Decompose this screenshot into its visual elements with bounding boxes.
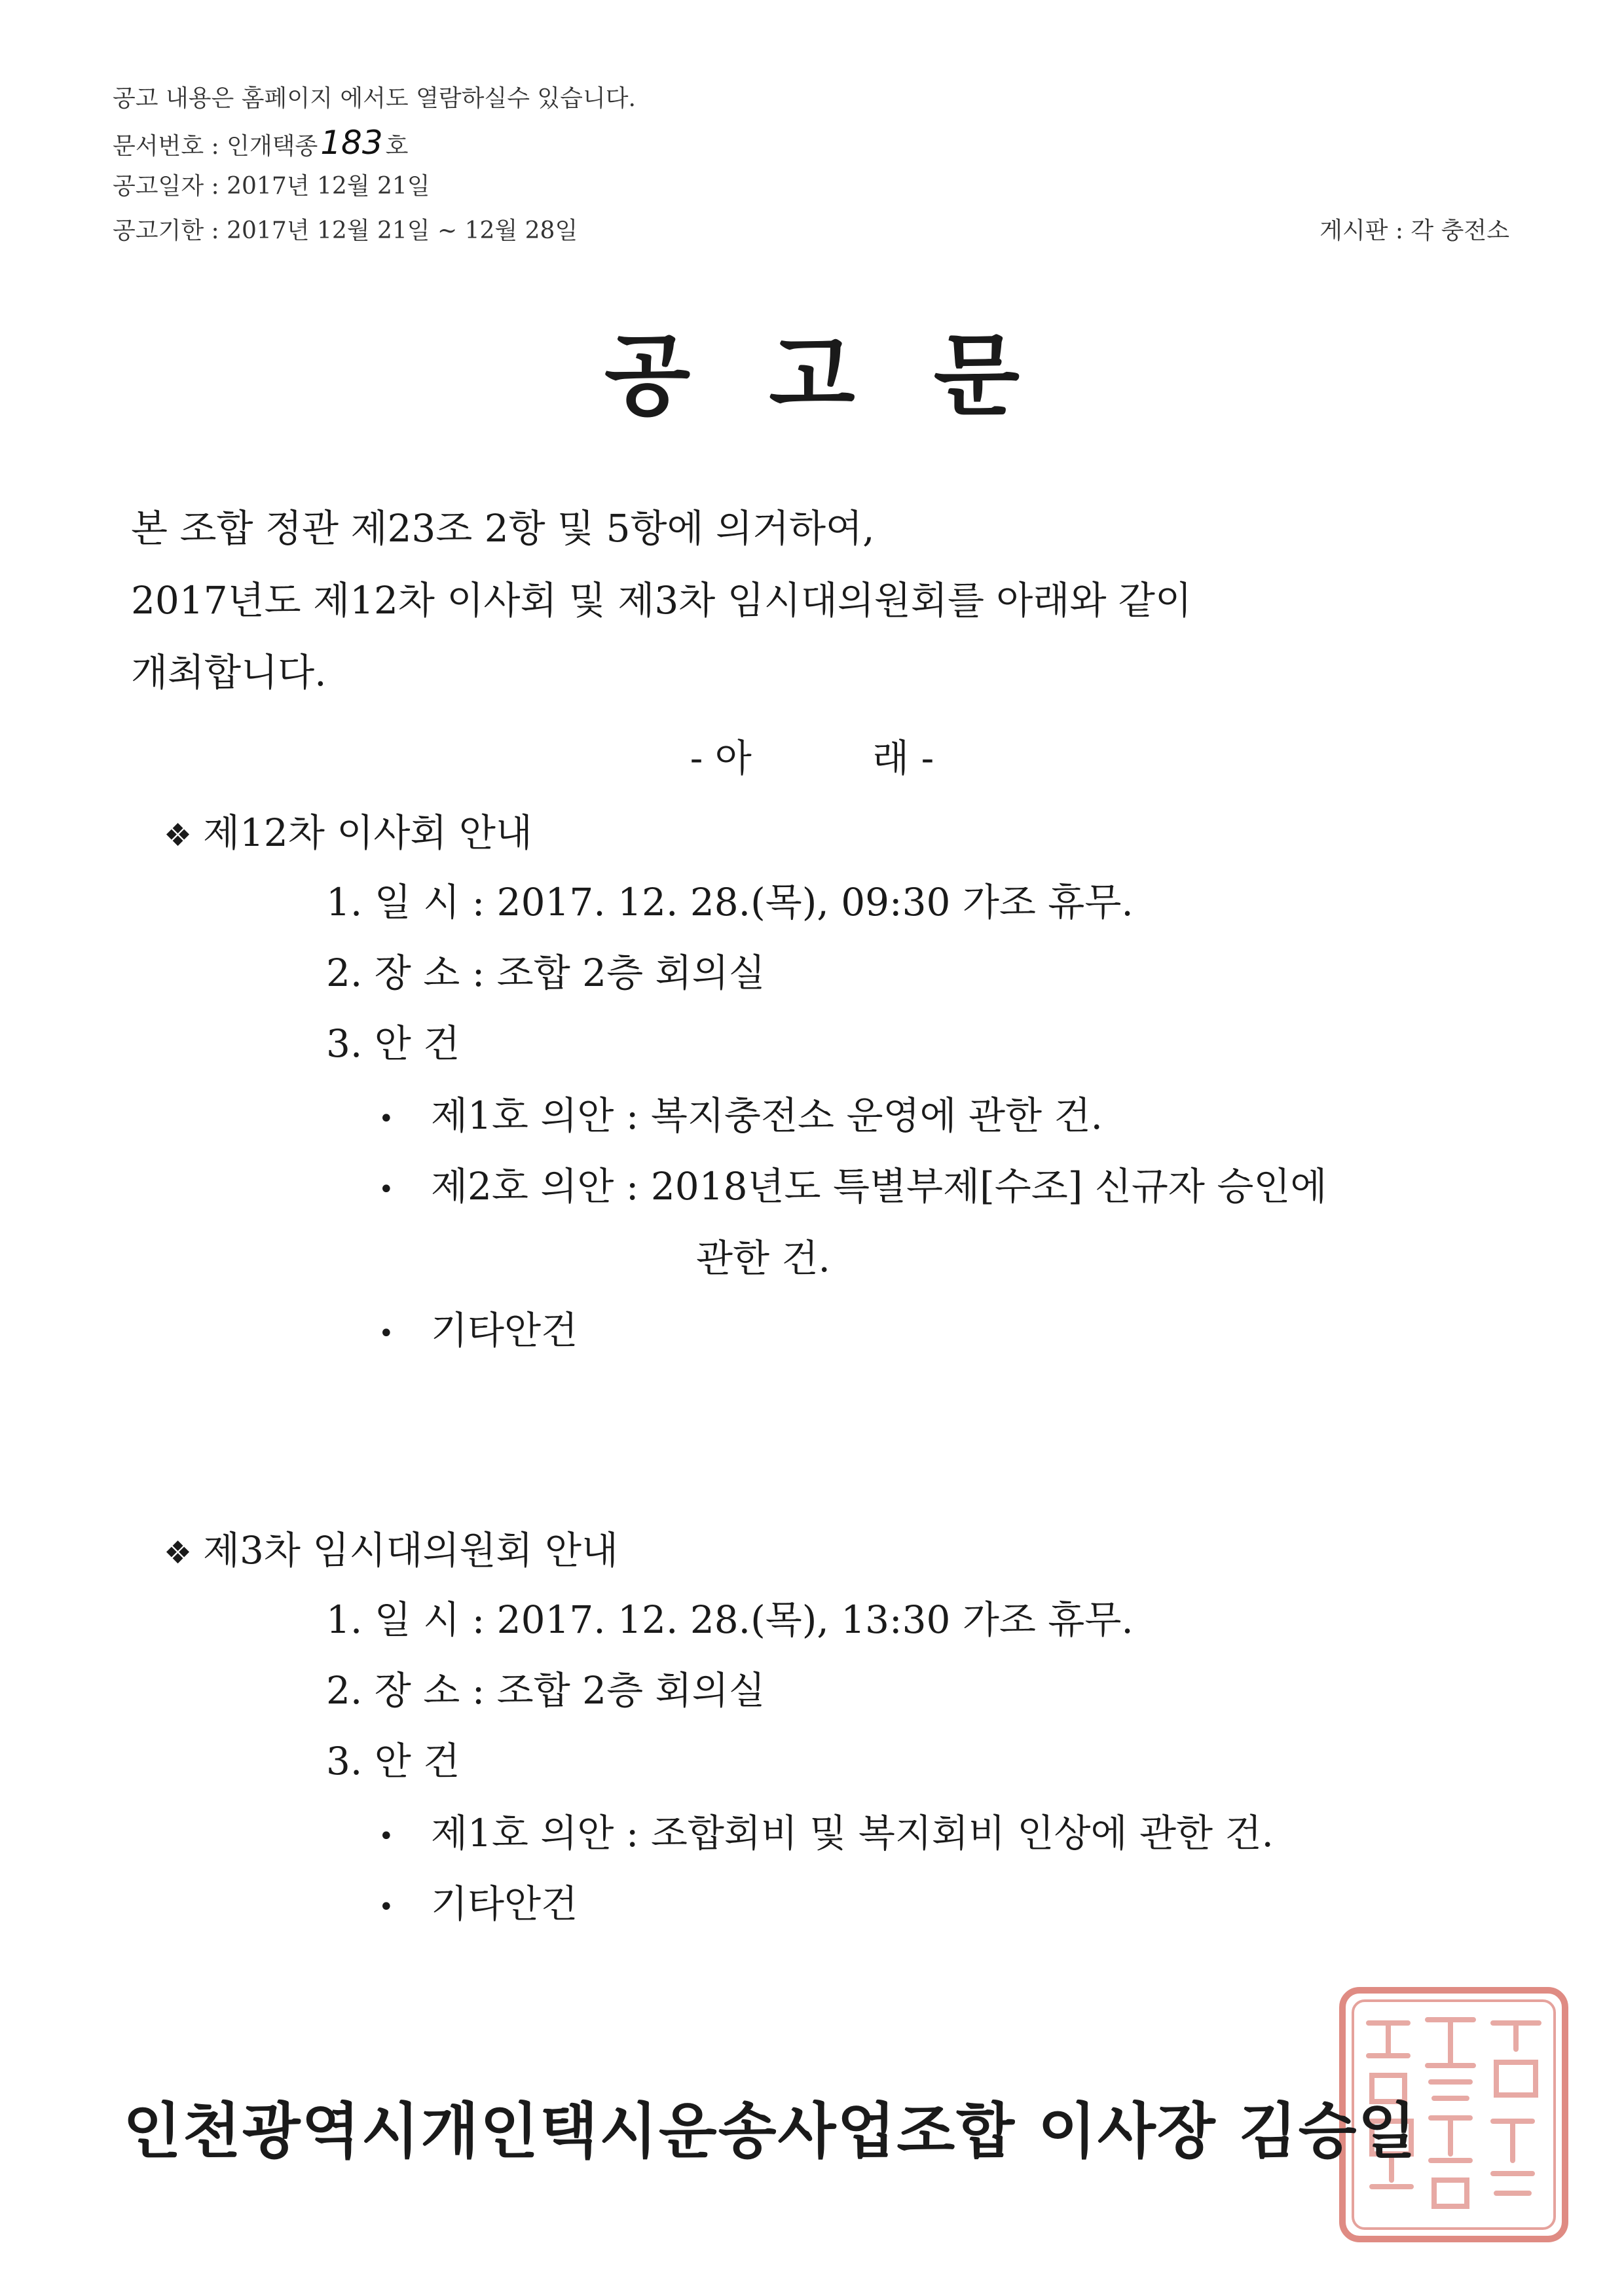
- page-title: 공고문: [604, 325, 1099, 428]
- bullet-dot-icon: •: [378, 1821, 394, 1851]
- agenda-text: 기타안건: [431, 1308, 578, 1353]
- issuer-signature-line: 인천광역시개인택시운송사업조합 이사장 김승일: [123, 2096, 1418, 2166]
- intro-paragraph: [131, 492, 1192, 708]
- board-datetime: 1. 일 시 : 2017. 12. 28.(목), 09:30 가조 휴무.: [326, 880, 1134, 924]
- agenda-text: 기타안건: [431, 1882, 578, 1926]
- bullet-dot-icon: •: [378, 1174, 394, 1205]
- delegate-agenda-heading: 3. 안 건: [326, 1739, 460, 1783]
- intro-line: 본 조합 정관 제23조 2항 및 5항에 의거하여,: [131, 506, 875, 551]
- diamond-bullet-icon: ❖: [164, 1535, 193, 1571]
- notice-period: 공고기한 : 2017년 12월 21일 ~ 12월 28일: [113, 217, 578, 244]
- diamond-bullet-icon: ❖: [164, 817, 193, 854]
- board-agenda-item: [378, 1298, 578, 1366]
- agenda-text: 제1호 의안 : 복지충전소 운영에 관한 건.: [431, 1093, 1103, 1138]
- bullet-dot-icon: •: [378, 1891, 394, 1922]
- section-heading-delegate-meeting: [164, 1518, 618, 1586]
- notice-date: 공고일자 : 2017년 12월 21일: [113, 173, 430, 200]
- section-heading-text: 제3차 임시대의원회 안내: [203, 1528, 619, 1573]
- delegate-agenda-item: [378, 1871, 578, 1940]
- board-agenda-item: [378, 1083, 1103, 1152]
- board-agenda-heading: 3. 안 건: [326, 1021, 460, 1066]
- bullet-dot-icon: •: [378, 1318, 394, 1349]
- bullet-dot-icon: •: [378, 1103, 394, 1134]
- section-heading-board-meeting: [164, 800, 532, 868]
- below-marker: - 아 래 -: [690, 736, 934, 780]
- board-location: 2. 장 소 : 조합 2층 회의실: [326, 951, 766, 995]
- bulletin-board: 게시판 : 각 충전소: [1320, 217, 1509, 244]
- intro-line: 2017년도 제12차 이사회 및 제3차 임시대의원회를 아래와 같이: [131, 578, 1192, 623]
- homepage-notice-line: 공고 내용은 홈페이지 에서도 열람하실수 있습니다.: [113, 85, 636, 112]
- document-number-prefix: 문서번호 : 인개택종: [113, 133, 318, 160]
- intro-line: 개최합니다.: [131, 650, 327, 695]
- document-number: [113, 124, 409, 162]
- section-heading-text: 제12차 이사회 안내: [203, 811, 532, 855]
- board-agenda-item: [378, 1154, 1327, 1222]
- delegate-datetime: 1. 일 시 : 2017. 12. 28.(목), 13:30 가조 휴무.: [326, 1597, 1134, 1642]
- agenda-text: 제1호 의안 : 조합회비 및 복지회비 인상에 관한 건.: [431, 1811, 1274, 1855]
- delegate-location: 2. 장 소 : 조합 2층 회의실: [326, 1668, 766, 1713]
- document-number-handwritten: 183: [320, 124, 383, 162]
- board-agenda-continuation: 관한 건.: [696, 1236, 830, 1281]
- delegate-agenda-item: [378, 1800, 1274, 1869]
- agenda-text: 제2호 의안 : 2018년도 특별부제[수조] 신규자 승인에: [431, 1164, 1327, 1209]
- document-number-suffix: 호: [385, 133, 409, 160]
